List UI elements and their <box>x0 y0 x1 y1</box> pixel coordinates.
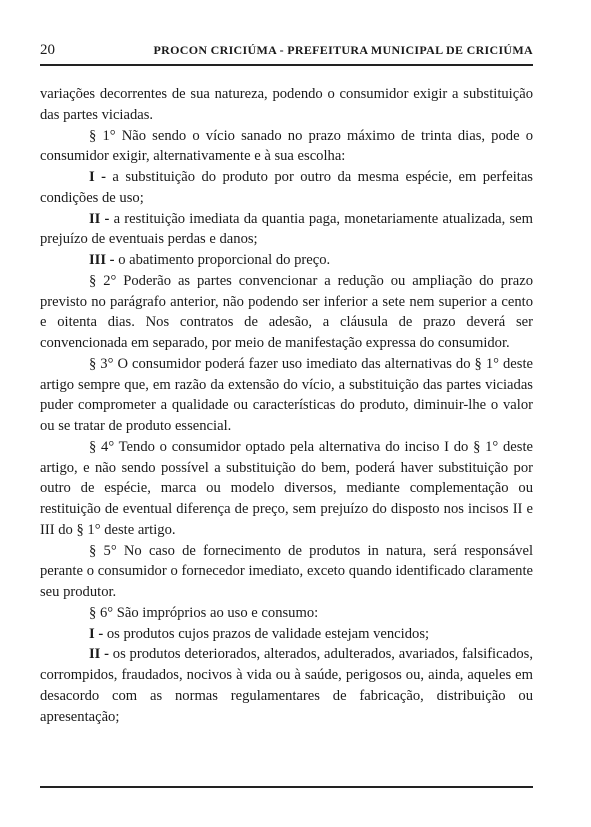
header-rule <box>40 64 533 66</box>
item-numeral: II - <box>89 210 110 227</box>
item-numeral: II - <box>89 646 109 663</box>
item-i: I - os produtos cujos prazos de validade estejam vencidos; <box>89 625 430 642</box>
footer-rule <box>40 786 533 788</box>
paragraph-section-3: § 3° O consumidor poderá fazer uso imediato das alternativas do § 1° deste artigo sempre que, em razão da extensão do vício, a substituição das partes viciadas puder comprometer a qualidade ou características do produto, diminuir-lhe o valor ou se tratar de produto essencial. <box>40 355 533 434</box>
paragraph-continuation: variações decorrentes de sua natureza, podendo o consumidor exigir a substituição das partes viciadas. <box>40 86 533 123</box>
item-iii: III - o abatimento proporcional do preço. <box>89 252 331 268</box>
item-numeral: III - <box>89 252 115 268</box>
paragraph-section-6: § 6° São impróprios ao uso e consumo: <box>89 604 319 621</box>
item-numeral: I - <box>89 169 106 185</box>
paragraph-section-1: § 1° Não sendo o vício sanado no prazo máximo de trinta dias, pode o consumidor exigir, alternativamente e à sua escolha: <box>40 127 533 165</box>
page-number: 20 <box>40 42 55 58</box>
page-header <box>40 42 533 62</box>
running-title: PROCON CRICIÚMA - PREFEITURA MUNICIPAL DE CRICIÚMA <box>153 43 533 57</box>
item-ii: II - os produtos deteriorados, alterados, adulterados, avariados, falsificados, corrompidos, fraudados, nocivos à vida ou à saúde, perigosos ou, ainda, aqueles em desacordo com as normas regulamentares de fabricação, distribuição ou apresentação; <box>40 646 533 725</box>
paragraph-section-5: § 5° No caso de fornecimento de produtos in natura, será responsável perante o consumidor o fornecedor imediato, exceto quando identificado claramente seu produtor. <box>40 542 533 600</box>
body-text <box>40 84 533 727</box>
paragraph-section-4: § 4° Tendo o consumidor optado pela alternativa do inciso I do § 1° deste artigo, e não sendo possível a substituição do bem, poderá haver substituição por outro de espécie, marca ou modelo diversos, mediante complementação ou restituição de eventual diferença de preço, sem prejuízo do disposto nos incisos II e III do § 1° deste artigo. <box>40 438 533 538</box>
item-ii: II - a restituição imediata da quantia paga, monetariamente atualizada, sem prejuízo de eventuais perdas e danos; <box>40 210 533 248</box>
item-i: I - a substituição do produto por outro da mesma espécie, em perfeitas condições de uso; <box>40 169 533 206</box>
paragraph-section-2: § 2° Poderão as partes convencionar a redução ou ampliação do prazo previsto no parágrafo anterior, não podendo ser inferior a sete nem superior a cento e oitenta dias. Nos contratos de adesão, a cláusula de prazo deverá ser convencionada em separado, por meio de manifestação expressa do consumidor. <box>40 272 533 351</box>
item-numeral: I - <box>89 625 104 642</box>
